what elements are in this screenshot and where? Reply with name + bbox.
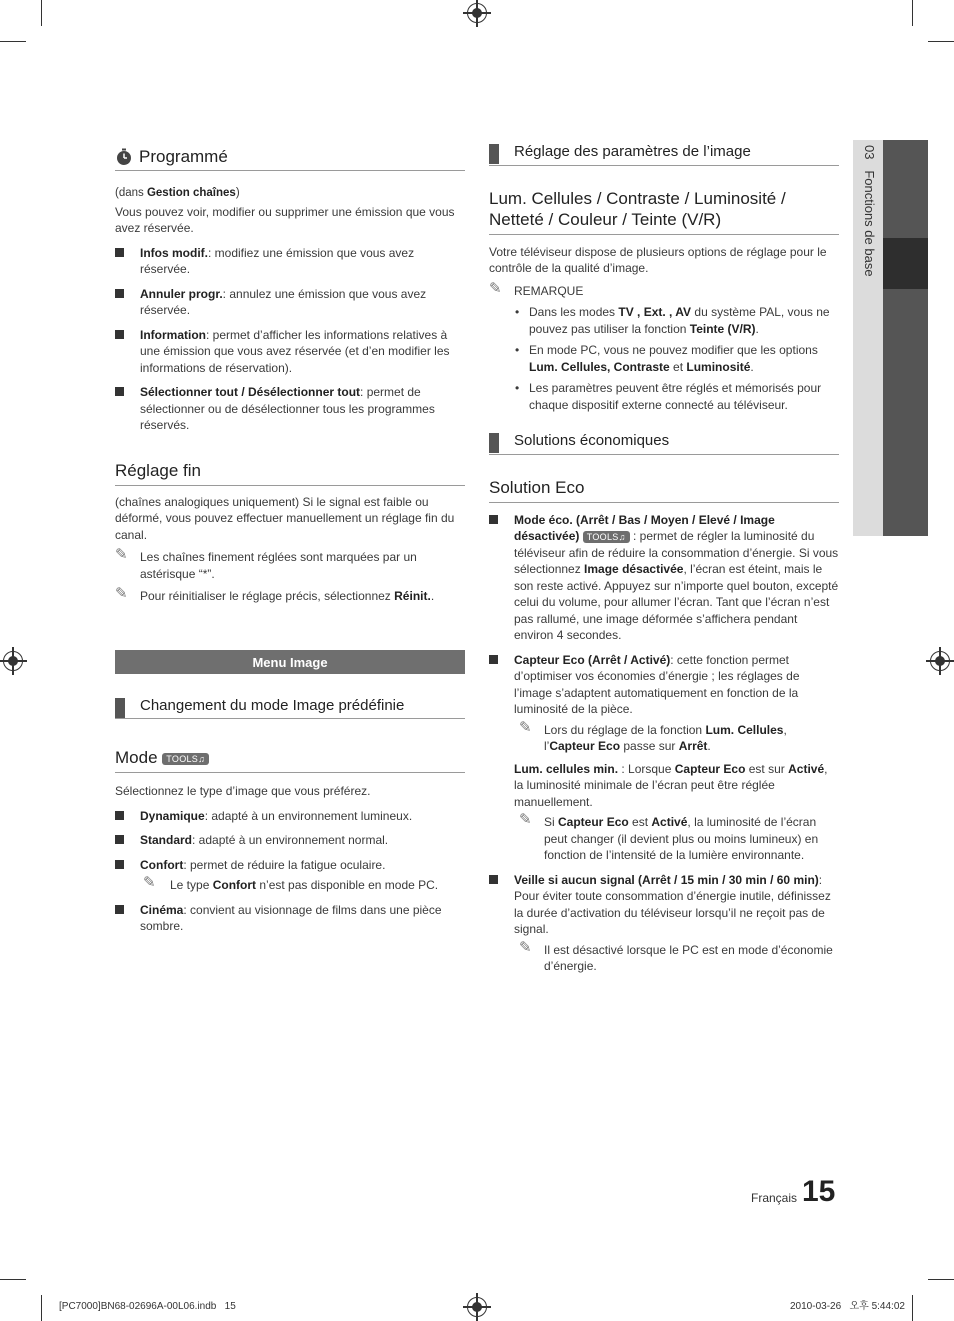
list-item: Mode éco. (Arrêt / Bas / Moyen / Elevé / Image désactivée) TOOLS♫ : permet de régler la luminosité du téléviseur afin de réduire la consommation d’énergie. Si vous sélectionnez Image désactivée, l’écran est éteint, mais le son reste activé. Appuyez sur n’importe quel bouton, excepté celui du volume, pour allumer l’écran. Tant que l’écran n’est pas rallumé, une image déformée s’affichera pendant environ 4 secondes.: [489, 512, 839, 644]
list-item: • Les paramètres peuvent être réglés et mémorisés pour chaque dispositif externe connecté au téléviseur.: [489, 380, 839, 413]
registration-mark-icon: [467, 3, 487, 23]
pencil-icon: ✎: [519, 811, 532, 828]
mode-heading: Mode TOOLS♫: [115, 747, 465, 773]
crop-mark: [912, 0, 913, 26]
mode-intro: Sélectionnez le type d’image que vous préférez.: [115, 784, 371, 798]
pencil-icon: ✎: [115, 546, 128, 563]
pencil-icon: ✎: [519, 718, 532, 736]
list-item: • En mode PC, vous ne pouvez modifier que les options Lum. Cellules, Contraste et Luminosité.: [489, 342, 839, 375]
note: ✎ Pour réinitialiser le réglage précis, sélectionnez Réinit..: [115, 585, 435, 603]
pencil-icon: ✎: [489, 279, 502, 297]
remarque: ✎ REMARQUE: [489, 279, 584, 298]
list-item: Information: permet d’afficher les informations relatives à une émission que vous avez réservée (et d’en modifier les informations de réservation).: [115, 327, 465, 377]
pencil-icon: ✎: [143, 874, 156, 891]
list-item: Sélectionner tout / Désélectionner tout: permet de sélectionner ou de désélectionner tous les programmes réservés.: [115, 384, 465, 434]
registration-mark-icon: [467, 1297, 487, 1317]
list-item: Infos modif.: modifiez une émission que vous avez réservée.: [115, 245, 465, 278]
footer-language: Français: [751, 1191, 798, 1205]
crop-mark: [928, 41, 954, 42]
list-item: Veille si aucun signal (Arrêt / 15 min / 30 min / 60 min): Pour éviter toute consommation d’énergie inutile, définissez la durée d’activation du téléviseur lorsqu’il ne reçoit pas de signal.: [489, 872, 839, 938]
list-item: Confort: permet de réduire la fatigue oculaire.: [115, 857, 465, 874]
programme-intro: Vous pouvez voir, modifier ou supprimer une émission que vous avez réservée.: [115, 204, 455, 235]
reglage-fin-intro: (chaînes analogiques uniquement) Si le signal est faible ou déformé, vous pouvez effectuer manuellement un réglage fin du canal.: [115, 494, 455, 542]
sub-paragraph: Lum. cellules min. : Lorsque Capteur Eco est sur Activé, la luminosité minimale de l’écran peut être réglée manuellement.: [514, 761, 828, 809]
chapter-tab-active: [883, 238, 928, 289]
note: ✎ Lors du réglage de la fonction Lum. Cellules, l’Capteur Eco passe sur Arrêt.: [519, 718, 787, 753]
solutions-heading: Solutions économiques: [489, 431, 839, 455]
tools-badge-icon: TOOLS♫: [162, 753, 209, 765]
chapter-label: 03 Fonctions de base: [862, 145, 877, 277]
crop-mark: [0, 1279, 26, 1280]
note: ✎ Si Capteur Eco est Activé, la luminosité de l’écran peut changer (il devient plus ou moins lumineux) en fonction de l’intensité de la lumière environnante.: [519, 811, 819, 862]
reglage-params-heading: Réglage des paramètres de l’image: [489, 142, 839, 166]
list-item: Standard: adapté à un environnement normal.: [115, 832, 465, 849]
crop-mark: [41, 0, 42, 26]
note: ✎ Les chaînes finement réglées sont marquées par un astérisque “*”.: [115, 546, 417, 581]
registration-mark-icon: [930, 651, 950, 671]
chapter-tab-block: [883, 140, 928, 238]
programme-context: (dans Gestion chaînes): [115, 187, 240, 199]
registration-mark-icon: [3, 651, 23, 671]
list-item: Dynamique: adapté à un environnement lumineux.: [115, 808, 465, 825]
menu-image-bar: Menu Image: [115, 650, 465, 674]
programme-title: Programmé: [139, 146, 228, 166]
list-item: Cinéma: convient au visionnage de films dans une pièce sombre.: [115, 902, 465, 935]
lum-title: Lum. Cellules / Contraste / Luminosité / Netteté / Couleur / Teinte (V/R): [489, 188, 839, 235]
reglage-fin-title: Réglage fin: [115, 460, 465, 486]
crop-mark: [912, 1295, 913, 1321]
chapter-tab-block: [883, 289, 928, 536]
footer-file: [PC7000]BN68-02696A-00L06.indb 15: [59, 1301, 236, 1312]
lum-intro: Votre téléviseur dispose de plusieurs options de réglage pour le contrôle de la qualité d’image.: [489, 244, 827, 275]
crop-mark: [0, 41, 26, 42]
note: ✎ Il est désactivé lorsque le PC est en mode d’économie d’énergie.: [519, 938, 833, 973]
left-column: [115, 148, 465, 935]
pencil-icon: ✎: [519, 938, 532, 956]
list-item: Annuler progr.: annulez une émission que vous avez réservée.: [115, 286, 465, 319]
programme-heading: [115, 148, 465, 171]
note: ✎ Le type Confort n’est pas disponible en mode PC.: [143, 874, 439, 892]
list-item: Capteur Eco (Arrêt / Activé): cette fonction permet d’optimiser vos économies d’énergie ; les réglages de l’image s’adaptent automatiquement en fonction de la luminosité de la pièce.: [489, 652, 839, 718]
pencil-icon: ✎: [115, 585, 128, 602]
footer-date: 2010-03-26 오후 5:44:02: [790, 1301, 905, 1312]
crop-mark: [928, 1279, 954, 1280]
tools-badge-icon: TOOLS♫: [583, 531, 630, 543]
solution-eco-title: Solution Eco: [489, 477, 839, 503]
clock-icon: [115, 148, 133, 166]
changement-heading: Changement du mode Image prédéfinie: [115, 696, 465, 720]
list-item: • Dans les modes TV , Ext. , AV du système PAL, vous ne pouvez pas utiliser la fonction Teinte (V/R).: [489, 304, 839, 337]
crop-mark: [41, 1295, 42, 1321]
right-column: [489, 142, 839, 975]
page-number: 15: [802, 1175, 836, 1208]
